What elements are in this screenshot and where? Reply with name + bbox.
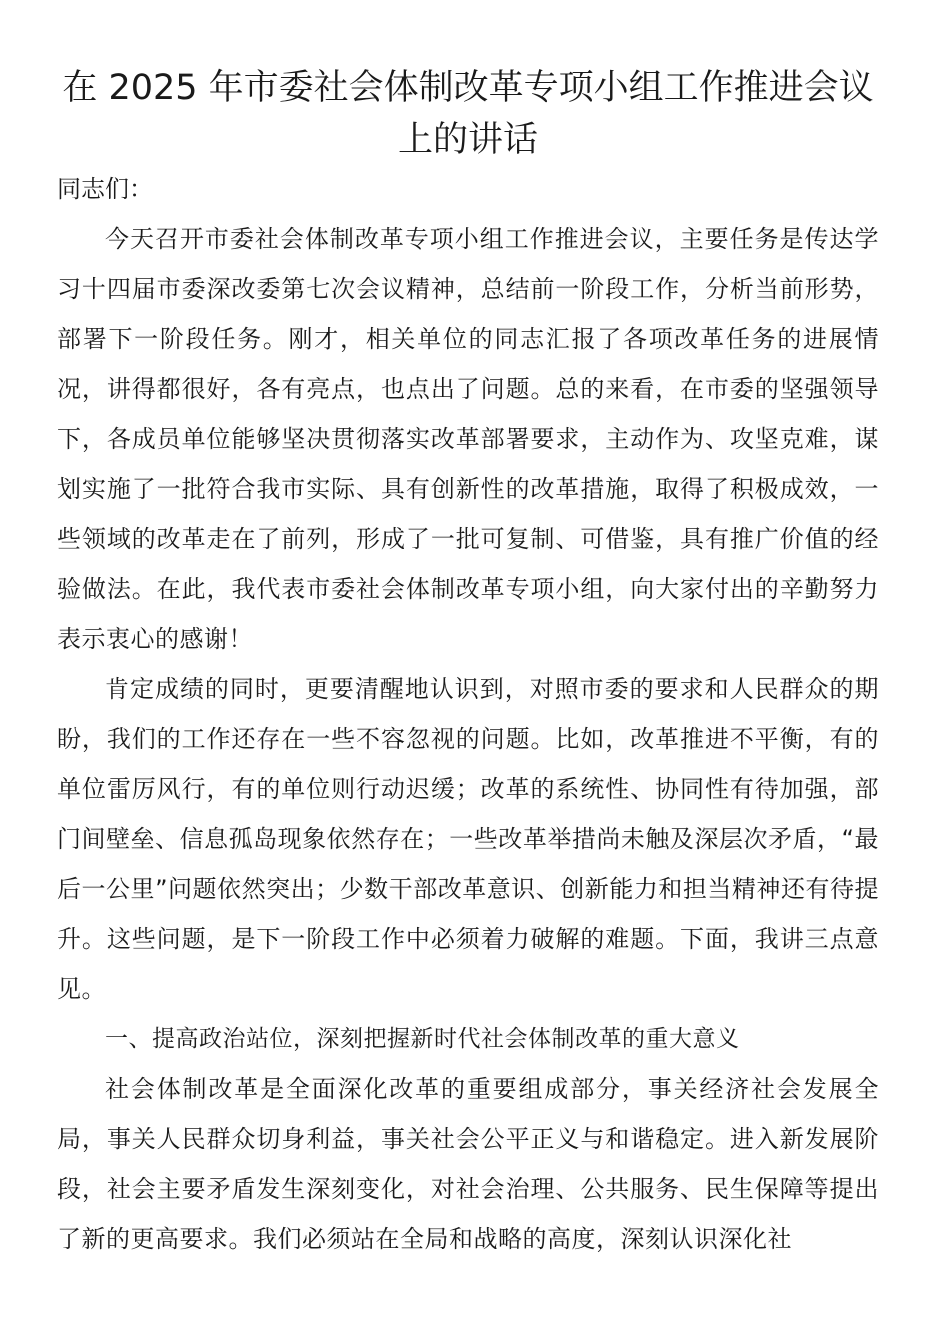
body-paragraph-1: 今天召开市委社会体制改革专项小组工作推进会议，主要任务是传达学习十四届市委深改委第七次会议精神，总结前一阶段工作，分析当前形势，部署下一阶段任务。刚才，相关单位的同志汇报了各项改革任务的进展情况，讲得都很好，各有亮点，也点出了问题。总的来看，在市委的坚强领导下，各成员单位能够坚决贯彻落实改革部署要求，主动作为、攻坚克难，谋划实施了一批符合我市实际、具有创新性的改革措施，取得了积极成效，一些领域的改革走在了前列，形成了一批可复制、可借鉴，具有推广价值的经验做法。在此，我代表市委社会体制改革专项小组，向大家付出的辛勤努力表示衷心的感谢！ <box>57 225 879 653</box>
section-heading-1: 一、提高政治站位，深刻把握新时代社会体制改革的重大意义 <box>105 1026 740 1052</box>
body-paragraph-2: 肯定成绩的同时，更要清醒地认识到，对照市委的要求和人民群众的期盼，我们的工作还存在一些不容忽视的问题。比如，改革推进不平衡，有的单位雷厉风行，有的单位则行动迟缓；改革的系统性、协同性有待加强，部门间壁垒、信息孤岛现象依然存在；一些改革举措尚未触及深层次矛盾，“最后一公里”问题依然突出；少数干部改革意识、创新能力和担当精神还有待提升。这些问题，是下一阶段工作中必须着力破解的难题。下面，我讲三点意见。 <box>57 675 879 1003</box>
document-title: 在 2025 年市委社会体制改革专项小组工作推进会议上的讲话 <box>62 68 874 160</box>
section-1-paragraph: 社会体制改革是全面深化改革的重要组成部分，事关经济社会发展全局，事关人民群众切身利益，事关社会公平正义与和谐稳定。进入新发展阶段，社会主要矛盾发生深刻变化，对社会治理、公共服务、民生保障等提出了新的更高要求。我们必须站在全局和战略的高度，深刻认识深化社 <box>57 1075 879 1253</box>
document-page <box>57 62 879 1264</box>
salutation: 同志们： <box>57 175 153 203</box>
